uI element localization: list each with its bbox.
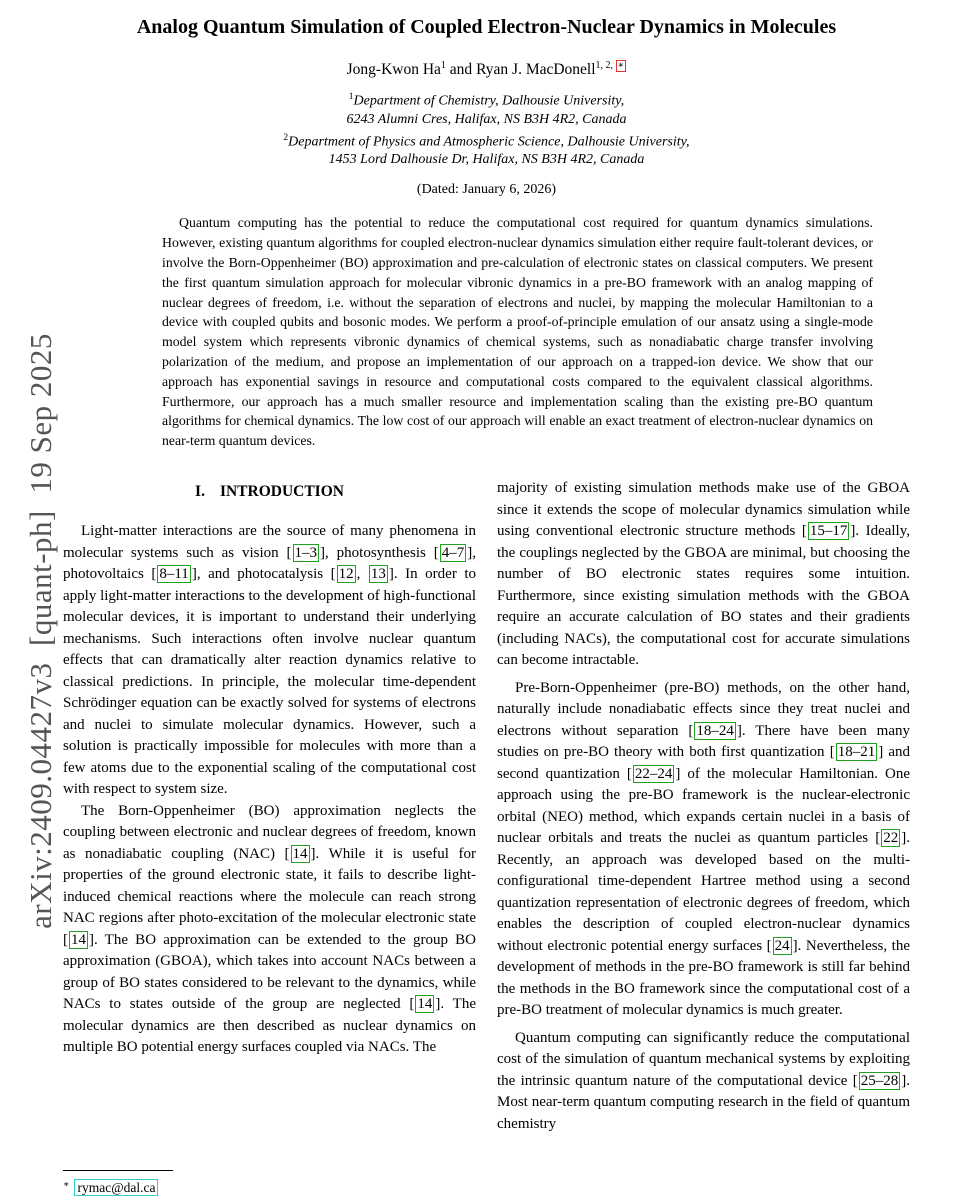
two-column-body	[63, 478, 910, 1135]
affiliation-1-line-2	[63, 111, 910, 129]
section-title: INTRODUCTION	[219, 483, 344, 501]
citation-link[interactable]: 1–3	[294, 544, 318, 561]
footnote	[63, 1179, 487, 1197]
citation-link[interactable]: 25–28	[860, 1072, 899, 1089]
citation-link[interactable]: 14	[417, 996, 433, 1013]
footnote-area	[63, 1170, 487, 1197]
body-paragraph: Light-matter interactions are the source of many phenomena in molecular systems such as vision [ 1–3 ], photosynthesis [ 4–7 ], photovoltaics [ 8–11 ], and photocatalysis [ 12 , 13 ]. In order to apply light-matter interactions to the development of high-functional molecular devices, it is important to understand their underlying mechanisms. Such interactions often involve nuclear quantum effects that can dramatically alter reaction dynamics relative to classical predictions. In principle, the molecular time-dependent Schrödinger equation can be exactly solved for systems of electrons and nuclei to simulate molecular dynamics. However, such a solution is practically impossible for molecules with more than a few atoms due to the exponential scaling of the computational cost with respect to system size.	[63, 523, 477, 798]
body-paragraph: Pre-Born-Oppenheimer (pre-BO) methods, on the other hand, naturally include nonadiabatic effects since they treat nuclei and electrons without separation [ 18–24 ]. There have been many studies on pre-BO theory with both first quantization [ 18–21 ] and second quantization [ 22–24 ] of the molecular Hamiltonian. One approach using the pre-BO framework is the nuclear-electronic orbital (NEO) method, which expands certain nuclei in a basis of nuclear orbitals and treats the nuclei as quantum particles [ 22 ]. Recently, an approach was developed based on the multi-configurational time-dependent Hartree method using a second quantization representation of electronic degrees of freedom, which enables the description of coupled electron-nuclear dynamics without electronic potential energy surfaces [ 24 ]. Nevertheless, the development of methods in the pre-BO framework is still far behind the methods in the BO framework since the computational cost of a pre-BO treatment of molecular dynamics is much greater.	[497, 679, 910, 1019]
abstract-paragraph: Quantum computing has the potential to reduce the computational cost required for quantum dynamics simulations. However, existing quantum algorithms for coupled electron-nuclear dynamics simulation either require fault-tolerant devices, or involve the Born-Oppenheimer (BO) approximation and pre-calculation of electronic states on classical computers. We present the first quantum simulation approach for molecular vibronic dynamics in a pre-BO framework with an analog mapping of nuclear degrees of freedom, i.e. without the separation of electrons and nuclei, by mapping the molecular Hamiltonian to a device with coupled qubits and bosonic modes. We perform a proof-of-principle emulation of our ansatz using a single-mode model system which represents vibronic dynamics of chemical systems, such as nonadiabatic charge transfer involving polarization of the medium, and propose an implementation of our approach on a trapped-ion device. We show that our approach has exponential savings in resource and computational costs compared to the equivalent classical algorithms. Furthermore, our approach has a much smaller resource and implementation scaling than the existing pre-BO quantum algorithms for chemical dynamics. The low cost of our approach will enable an exact treatment of electron-nuclear dynamics on near-term quantum devices.	[162, 215, 873, 449]
affiliation-2-line-2	[63, 151, 910, 169]
paper-header	[63, 14, 910, 198]
email-link[interactable]: rymac@dal.ca	[74, 1179, 158, 1196]
paper-title: Analog Quantum Simulation of Coupled Electron-Nuclear Dynamics in Molecules	[136, 16, 837, 38]
right-column	[497, 478, 910, 1135]
citation-link[interactable]: 18–21	[837, 744, 876, 761]
affiliation-1-addr: 6243 Alumni Cres, Halifax, NS B3H 4R2, Canada	[346, 111, 627, 127]
citation-link[interactable]: 12	[338, 566, 354, 583]
dated-line: (Dated: January 6, 2026)	[416, 182, 557, 198]
citation-link[interactable]: 15–17	[809, 523, 848, 540]
affiliation-2-dept: Department of Physics and Atmospheric Science, Dalhousie University,	[288, 134, 690, 150]
author-1-affiliation-sup: 1	[440, 60, 446, 71]
body-paragraph: Quantum computing can significantly reduce the computational cost of the simulation of quantum mechanical systems by exploiting the intrinsic quantum nature of the computational device [ 25–28 ]. Most near-term quantum computing research in the field of quantum chemistry	[497, 1029, 910, 1132]
affiliation-2-line-1	[63, 129, 910, 152]
footnote-rule	[63, 1170, 173, 1171]
footnote-marker: ∗	[63, 1179, 70, 1190]
affiliation-1-sup: 1	[348, 92, 354, 103]
affiliation-block	[63, 88, 910, 169]
citation-link[interactable]: 14	[71, 931, 86, 948]
author-line	[63, 60, 910, 79]
abstract	[162, 213, 873, 451]
body-paragraph: majority of existing simulation methods make use of the GBOA since it extends the scope of molecular dynamics simulation while using conventional electronic structure methods [ 15–17 ]. Ideally, the couplings neglected by the GBOA are minimal, but choosing the number of BO electronic states requires some intuition. Furthermore, since existing simulation methods with the GBOA require an accurate calculation of BO states and their gradients (including NACs), the computational cost for accurate simulations can become intractable.	[497, 480, 910, 669]
left-column	[63, 478, 476, 1135]
footnote-marker-link[interactable]: ∗	[617, 60, 625, 71]
citation-link[interactable]: 14	[292, 845, 308, 862]
citation-link[interactable]: 18–24	[696, 722, 734, 739]
citation-link[interactable]: 8–11	[159, 566, 189, 583]
author-2-name: Ryan J. MacDonell	[476, 61, 596, 79]
citation-link[interactable]: 22–24	[634, 765, 673, 782]
affiliation-1-line-1	[63, 88, 910, 111]
section-number: I.	[195, 483, 205, 501]
citation-link[interactable]: 13	[370, 566, 386, 583]
affiliation-1-dept: Department of Chemistry, Dalhousie University,	[353, 93, 625, 109]
affiliation-2-addr: 1453 Lord Dalhousie Dr, Halifax, NS B3H 4R2, Canada	[328, 152, 645, 168]
citation-link[interactable]: 22	[883, 830, 899, 847]
author-joiner: and	[445, 61, 477, 79]
author-1-name: Jong-Kwon Ha	[346, 61, 441, 79]
arxiv-watermark: arXiv:2409.04427v3 [quant-ph] 19 Sep 2025	[23, 333, 58, 929]
body-paragraph: The Born-Oppenheimer (BO) approximation neglects the coupling between electronic and nuclear degrees of freedom, known as nonadiabatic coupling (NAC) [ 14 ]. While it is useful for properties of the ground electronic state, it fails to describe light-induced chemical reactions where the molecule can reach strong NAC regions after photo-excitation of the molecular electronic state [ 14 ]. The BO approximation can be extended to the group BO approximation (GBOA), which takes into account NACs between a group of BO states considered to be relevant to the dynamics, while NACs to states outside of the group are neglected [ 14 ]. The molecular dynamics are then described as nuclear dynamics on multiple BO potential energy surfaces coupled via NACs. The	[63, 802, 476, 1056]
citation-link[interactable]: 24	[774, 937, 790, 954]
section-heading-introduction	[63, 483, 476, 501]
affiliation-2-sup: 2	[283, 132, 289, 143]
author-2-sup-numbers: 1, 2,	[595, 60, 616, 71]
citation-link[interactable]: 4–7	[441, 544, 465, 561]
author-2-affiliation-sup	[596, 60, 627, 71]
